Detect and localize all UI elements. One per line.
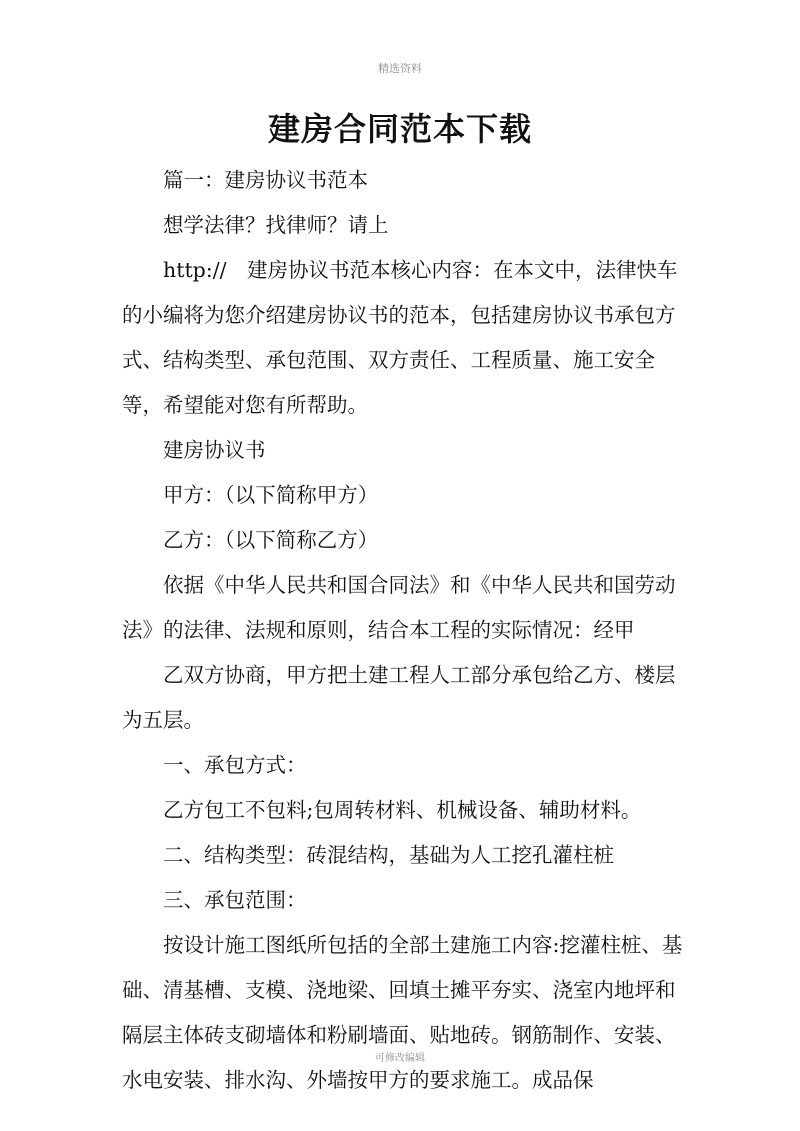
paragraph-clause-3-body: 按设计施工图纸所包括的全部土建施工内容:挖灌柱桩、基础、清基槽、支模、浇地梁、回填土摊平夯实、浇室内地坪和隔层主体砖支砌墙体和粉刷墙面、贴地砖。钢筋制作、安装、水电安装、排水沟、外墙按甲方的要求施工。成品保 bbox=[122, 933, 683, 1092]
paragraph-clause-3-heading: 三、承包范围： bbox=[163, 888, 307, 912]
paragraph-party-b: 乙方：（以下简称乙方） bbox=[163, 528, 379, 552]
paragraph-legal-basis: 依据《中华人民共和国合同法》和《中华人民共和国劳动法》的法律、法规和原则，结合本工程的实际情况：经甲 bbox=[122, 573, 676, 642]
page-header: 精选资料 bbox=[378, 62, 422, 75]
paragraph-intro: http:// 建房协议书范本核心内容：在本文中，法律快车的小编将为您介绍建房协议书的范本，包括建房协议书承包方式、结构类型、承包范围、双方责任、工程质量、施工安全等，希望能对您有所帮助。 bbox=[122, 258, 678, 417]
document-body bbox=[122, 158, 687, 1103]
page-footer: 可修改编辑 bbox=[375, 1053, 425, 1064]
paragraph-clause-1-heading: 一、承包方式： bbox=[163, 753, 307, 777]
paragraph-negotiation: 乙双方协商，甲方把土建工程人工部分承包给乙方、楼层为五层。 bbox=[122, 663, 676, 732]
document-title: 建房合同范本下载 bbox=[267, 110, 532, 148]
paragraph-section-heading: 篇一：建房协议书范本 bbox=[163, 168, 368, 192]
paragraph-party-a: 甲方：（以下简称甲方） bbox=[163, 483, 379, 507]
paragraph-clause-2: 二、结构类型：砖混结构，基础为人工挖孔灌柱桩 bbox=[163, 843, 614, 867]
paragraph-clause-1-body: 乙方包工不包料;包周转材料、机械设备、辅助材料。 bbox=[163, 798, 642, 822]
paragraph-ad-line: 想学法律？找律师？请上 bbox=[163, 213, 389, 237]
paragraph-agreement-title: 建房协议书 bbox=[163, 438, 266, 462]
